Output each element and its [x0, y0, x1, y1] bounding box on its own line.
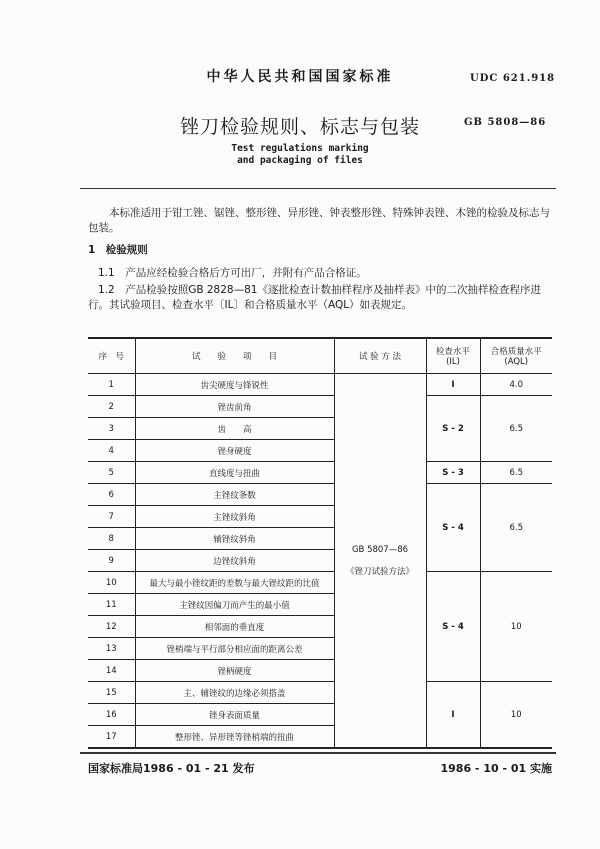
footer-divider	[80, 752, 556, 754]
header-item: 试 验 项 目	[135, 338, 334, 374]
item-cell: 主锉纹因偏刀而产生的最小值	[135, 594, 334, 616]
gb-number: GB 5808—86	[464, 117, 547, 128]
item-cell: 锉身硬度	[135, 440, 334, 462]
item-cell: 主锉纹斜角	[135, 506, 334, 528]
method-cell	[334, 374, 426, 749]
item-cell: 锉梢端与平行部分相应面的距离公差	[135, 638, 334, 660]
effective-date: 1986 - 10 - 01 实施	[440, 762, 552, 775]
header-il: 检查水平 (IL)	[426, 338, 480, 374]
item-cell: 整形锉、异形锉等锉梢端的扭曲	[135, 726, 334, 749]
aql-cell: 6.5	[480, 396, 552, 462]
table-row	[88, 682, 552, 704]
item-cell: 锉身表面质量	[135, 704, 334, 726]
item-cell: 最大与最小锉纹距的差数与最大锉纹距的比值	[135, 572, 334, 594]
national-standard-label: 中华人民共和国国家标准	[206, 69, 394, 85]
il-cell: I	[426, 682, 480, 749]
il-cell: S - 2	[426, 396, 480, 462]
header-aql: 合格质量水平 (AQL)	[480, 338, 552, 374]
aql-cell: 10	[480, 572, 552, 682]
item-cell: 主、辅锉纹的边缘必须搭盖	[135, 682, 334, 704]
aql-cell: 4.0	[480, 374, 552, 396]
inspection-table	[88, 337, 552, 749]
seq-cell: 1	[88, 374, 135, 396]
seq-cell: 17	[88, 726, 135, 749]
seq-cell: 3	[88, 418, 135, 440]
intro-paragraph: 本标准适用于钳工锉、锯锉、整形锉、异形锉、钟表整形锉、特殊钟表锉、木锉的检验及标志与包装。	[88, 207, 550, 234]
il-cell: I	[426, 374, 480, 396]
table-row	[88, 572, 552, 594]
table-row	[88, 396, 552, 418]
item-cell: 相邻面的垂直度	[135, 616, 334, 638]
english-title	[0, 143, 600, 167]
item-cell: 齿尖硬度与锋锐性	[135, 374, 334, 396]
seq-cell: 13	[88, 638, 135, 660]
seq-cell: 12	[88, 616, 135, 638]
english-title-line: Test regulations marking	[231, 143, 369, 154]
method-standard: GB 5807—86	[351, 544, 409, 555]
header-seq: 序 号	[88, 338, 135, 374]
seq-cell: 16	[88, 704, 135, 726]
item-cell: 锉齿前角	[135, 396, 334, 418]
item-cell: 边锉纹斜角	[135, 550, 334, 572]
table-row	[88, 484, 552, 506]
item-cell: 主锉纹条数	[135, 484, 334, 506]
seq-cell: 15	[88, 682, 135, 704]
header-method: 试 验 方 法	[334, 338, 426, 374]
seq-cell: 9	[88, 550, 135, 572]
il-cell: S - 4	[426, 484, 480, 572]
seq-cell: 11	[88, 594, 135, 616]
seq-cell: 2	[88, 396, 135, 418]
seq-cell: 10	[88, 572, 135, 594]
clause-1-2: 1.2 产品检验按照GB 2828—81《逐批检查计数抽样程序及抽样表》中的二次抽样检查程序进行。其试验项目、检查水平〔IL〕和合格质量水平（AQL）如表规定。	[88, 284, 541, 311]
method-name: 《锉刀试验方法》	[345, 566, 414, 577]
seq-cell: 8	[88, 528, 135, 550]
item-cell: 辅锉纹斜角	[135, 528, 334, 550]
aql-cell: 6.5	[480, 462, 552, 484]
table-header-row	[88, 338, 552, 374]
udc-number: UDC 621.918	[470, 73, 556, 84]
header-divider	[80, 188, 556, 189]
seq-cell: 7	[88, 506, 135, 528]
seq-cell: 14	[88, 660, 135, 682]
clause-1-1: 1.1 产品应经检验合格后方可出厂，并附有产品合格证。	[98, 267, 367, 279]
table-row	[88, 462, 552, 484]
aql-cell: 10	[480, 682, 552, 749]
il-cell: S - 4	[426, 572, 480, 682]
issue-date: 国家标准局1986 - 01 - 21 发布	[88, 762, 255, 775]
aql-cell: 6.5	[480, 484, 552, 572]
item-cell: 直线度与扭曲	[135, 462, 334, 484]
item-cell: 锉柄硬度	[135, 660, 334, 682]
english-title-line: and packaging of files	[237, 155, 363, 166]
table-row	[88, 374, 552, 396]
seq-cell: 6	[88, 484, 135, 506]
item-cell: 齿 高	[135, 418, 334, 440]
seq-cell: 4	[88, 440, 135, 462]
seq-cell: 5	[88, 462, 135, 484]
document-title: 锉刀检验规则、标志与包装	[179, 116, 420, 138]
section-heading: 1 检验规则	[88, 244, 148, 256]
il-cell: S - 3	[426, 462, 480, 484]
